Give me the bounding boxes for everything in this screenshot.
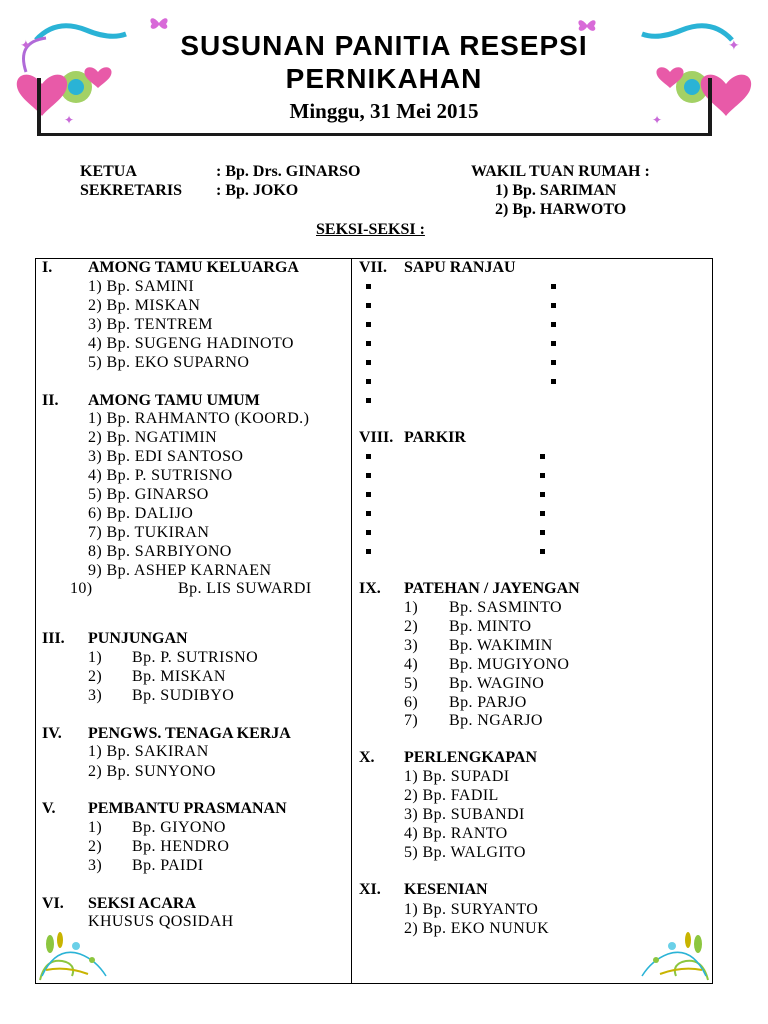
member-name: Bp. SUDIBYO [132, 687, 235, 704]
member-number: 3) [88, 857, 103, 874]
member-number: 1) [88, 819, 103, 836]
member-item: 1) Bp. RAHMANTO (KOORD.) [88, 410, 310, 427]
member-number: 2) [404, 618, 419, 635]
wakil-label: WAKIL TUAN RUMAH : [471, 163, 650, 180]
bullet-icon [366, 530, 371, 535]
bullet-icon [366, 322, 371, 327]
bullet-icon [366, 549, 371, 554]
wakil-item: 2) Bp. HARWOTO [495, 201, 627, 218]
section-number: VI. [42, 895, 64, 912]
member-name: Bp. HENDRO [132, 838, 230, 855]
floral-corner-icon [36, 926, 116, 982]
bullet-icon [540, 473, 545, 478]
member-item: 4) Bp. SUGENG HADINOTO [88, 335, 294, 352]
member-number: 3) [404, 637, 419, 654]
member-item: 2) Bp. MISKAN [88, 297, 201, 314]
section-title: SEKSI ACARA [88, 895, 197, 912]
section-title: SAPU RANJAU [404, 259, 516, 276]
member-name: Bp. P. SUTRISNO [132, 649, 259, 666]
member-number: 10) [70, 580, 93, 597]
page-title-line2: PERNIKAHAN [285, 63, 483, 94]
ketua-label: KETUA [80, 163, 137, 180]
bullet-icon [551, 341, 556, 346]
member-item: 6) Bp. DALIJO [88, 505, 194, 522]
section-number: II. [42, 392, 59, 409]
table-divider [351, 258, 352, 984]
member-item: 5) Bp. EKO SUPARNO [88, 354, 250, 371]
member-item: 2) Bp. NGATIMIN [88, 429, 218, 446]
section-number: V. [42, 800, 56, 817]
header-frame-bottom [37, 133, 712, 136]
member-item: 2) Bp. SUNYONO [88, 763, 216, 780]
member-item: 2) Bp. EKO NUNUK [404, 920, 550, 937]
member-number: 1) [88, 649, 103, 666]
section-number: III. [42, 630, 65, 647]
section-number: I. [42, 259, 53, 276]
bullet-icon [551, 379, 556, 384]
sekretaris-label: SEKRETARIS [80, 182, 182, 199]
wakil-item: 1) Bp. SARIMAN [495, 182, 617, 199]
floral-corner-icon [632, 926, 712, 982]
member-item: 1) Bp. SAMINI [88, 278, 195, 295]
member-item: 2) Bp. FADIL [404, 787, 499, 804]
section-title: PERLENGKAPAN [404, 749, 538, 766]
svg-text:✦: ✦ [652, 113, 663, 127]
bullet-icon [551, 284, 556, 289]
member-item: 3) Bp. SUBANDI [404, 806, 525, 823]
section-number: IX. [359, 580, 381, 597]
event-date: Minggu, 31 Mei 2015 [289, 99, 479, 123]
member-item: 1) Bp. SAKIRAN [88, 743, 209, 760]
section-number: X. [359, 749, 375, 766]
member-item: 9) Bp. ASHEP KARNAEN [88, 562, 272, 579]
member-name: Bp. GIYONO [132, 819, 226, 836]
svg-text:✦: ✦ [64, 113, 75, 127]
bullet-icon [366, 303, 371, 308]
member-number: 7) [404, 712, 419, 729]
member-item: 3) Bp. TENTREM [88, 316, 213, 333]
bullet-icon [551, 303, 556, 308]
sekretaris-value: : Bp. JOKO [216, 182, 299, 199]
member-number: 6) [404, 694, 419, 711]
member-number: 5) [404, 675, 419, 692]
bullet-icon [366, 511, 371, 516]
member-item: 4) Bp. RANTO [404, 825, 508, 842]
section-title: PATEHAN / JAYENGAN [404, 580, 580, 597]
bullet-icon [366, 360, 371, 365]
section-title: PEMBANTU PRASMANAN [88, 800, 287, 817]
bullet-icon [540, 454, 545, 459]
member-name: Bp. PARJO [449, 694, 527, 711]
section-subtitle: KHUSUS QOSIDAH [88, 913, 234, 930]
member-item: 5) Bp. WALGITO [404, 844, 526, 861]
member-name: Bp. NGARJO [449, 712, 543, 729]
bullet-icon [540, 530, 545, 535]
seksi-heading: SEKSI-SEKSI : [316, 221, 425, 238]
bullet-icon [366, 454, 371, 459]
svg-text:✦: ✦ [728, 39, 740, 54]
bullet-icon [366, 379, 371, 384]
section-title: AMONG TAMU UMUM [88, 392, 260, 409]
bullet-icon [366, 341, 371, 346]
section-title: PENGWS. TENAGA KERJA [88, 725, 291, 742]
member-number: 2) [88, 838, 103, 855]
member-number: 2) [88, 668, 103, 685]
member-name: Bp. MUGIYONO [449, 656, 570, 673]
member-item: 4) Bp. P. SUTRISNO [88, 467, 233, 484]
member-item: 3) Bp. EDI SANTOSO [88, 448, 244, 465]
bullet-icon [540, 549, 545, 554]
member-name: Bp. WAGINO [449, 675, 545, 692]
member-item: 1) Bp. SURYANTO [404, 901, 539, 918]
bullet-icon [540, 492, 545, 497]
member-name: Bp. SASMINTO [449, 599, 562, 616]
member-name: Bp. MINTO [449, 618, 532, 635]
member-item: 7) Bp. TUKIRAN [88, 524, 210, 541]
section-title: AMONG TAMU KELUARGA [88, 259, 299, 276]
bullet-icon [551, 360, 556, 365]
member-item: 8) Bp. SARBIYONO [88, 543, 232, 560]
bullet-icon [366, 492, 371, 497]
section-number: IV. [42, 725, 62, 742]
section-title: PUNJUNGAN [88, 630, 188, 647]
section-number: VIII. [359, 429, 394, 446]
bullet-icon [540, 511, 545, 516]
member-item: 1) Bp. SUPADI [404, 768, 510, 785]
member-name: Bp. WAKIMIN [449, 637, 553, 654]
section-title: KESENIAN [404, 881, 488, 898]
member-name: Bp. MISKAN [132, 668, 226, 685]
section-number: XI. [359, 881, 381, 898]
section-number: VII. [359, 259, 388, 276]
bullet-icon [366, 284, 371, 289]
member-number: 1) [404, 599, 419, 616]
member-number: 3) [88, 687, 103, 704]
svg-text:✦: ✦ [20, 39, 32, 54]
member-item: 5) Bp. GINARSO [88, 486, 209, 503]
bullet-icon [366, 398, 371, 403]
bullet-icon [551, 322, 556, 327]
page-title-line1: SUSUNAN PANITIA RESEPSI [180, 30, 588, 61]
section-title: PARKIR [404, 429, 466, 446]
bullet-icon [366, 473, 371, 478]
ketua-value: : Bp. Drs. GINARSO [216, 163, 361, 180]
member-name: Bp. LIS SUWARDI [178, 580, 312, 597]
member-number: 4) [404, 656, 419, 673]
member-name: Bp. PAIDI [132, 857, 204, 874]
